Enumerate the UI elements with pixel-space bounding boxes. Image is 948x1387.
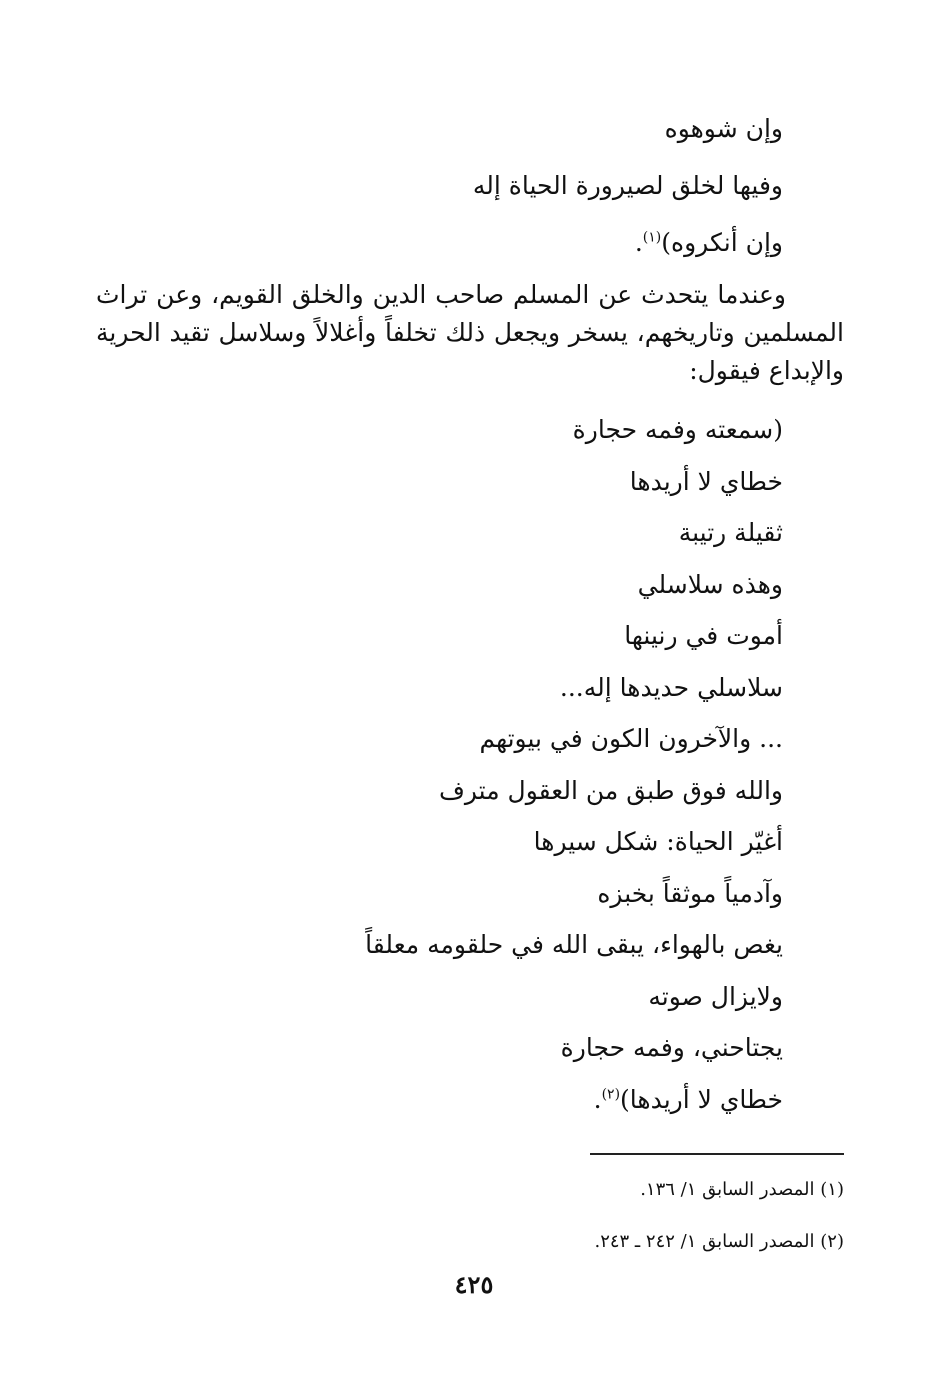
footnote-2: (٢) المصدر السابق ١/ ٢٤٢ ـ ٢٤٣.: [594, 1231, 844, 1252]
line-end-punct: .: [593, 1084, 602, 1114]
poem-line: يغص بالهواء، يبقى الله في حلقومه معلقاً: [365, 930, 783, 959]
prose-paragraph: [96, 276, 844, 390]
poem-line: وآدمياً موثقاً بخبزه: [597, 878, 783, 908]
poem-line: وهذه سلاسلي: [637, 569, 783, 599]
poem-line: أموت في رنينها: [624, 621, 783, 650]
poem-line: يجتاحني، وفمه حجارة: [560, 1033, 783, 1062]
poem-line: خطاي لا أريدها: [629, 466, 783, 496]
prose-text: وعندما يتحدث عن المسلم صاحب الدين والخلق القويم، وعن تراث المسلمين وتاريخهم، يسخر ويجعل ذلك تخلفاً وأغلالاً وسلاسل تقيد الحرية والإبداع فيقول:: [96, 280, 844, 385]
poem-line: والله فوق طبق من العقول مترف: [438, 775, 783, 805]
poem-line-text: خطاي لا أريدها): [620, 1084, 783, 1114]
line-end-punct: .: [634, 228, 643, 257]
footnote-1: (١) المصدر السابق ١/ ١٣٦.: [640, 1179, 844, 1200]
poem-line: (سمعته وفمه حجارة: [572, 415, 783, 444]
poem-line: وإن شوهوه: [664, 114, 783, 143]
poem-line: أغيّر الحياة: شكل سيرها: [533, 827, 783, 856]
poem-line: ... والآخرون الكون في بيوتهم: [479, 724, 783, 753]
footnote-ref-1[interactable]: (١): [642, 229, 662, 246]
poem-line: وفيها لخلق لصيرورة الحياة إله: [472, 171, 783, 200]
main-poem: [163, 404, 783, 1125]
page-number: ٤٢٥: [454, 1270, 494, 1299]
poem-line: [163, 214, 783, 271]
top-poem: [163, 100, 783, 271]
poem-line-text: وإن أنكروه): [661, 228, 783, 257]
poem-line: ثقيلة رتيبة: [678, 518, 783, 547]
poem-line: ولايزال صوته: [648, 981, 783, 1011]
footnotes: [444, 1164, 844, 1268]
footnote-separator: [590, 1153, 844, 1155]
footnote-ref-2[interactable]: (٢): [601, 1086, 621, 1103]
poem-line: [163, 1074, 783, 1126]
poem-line: سلاسلي حديدها إله...: [559, 672, 783, 702]
